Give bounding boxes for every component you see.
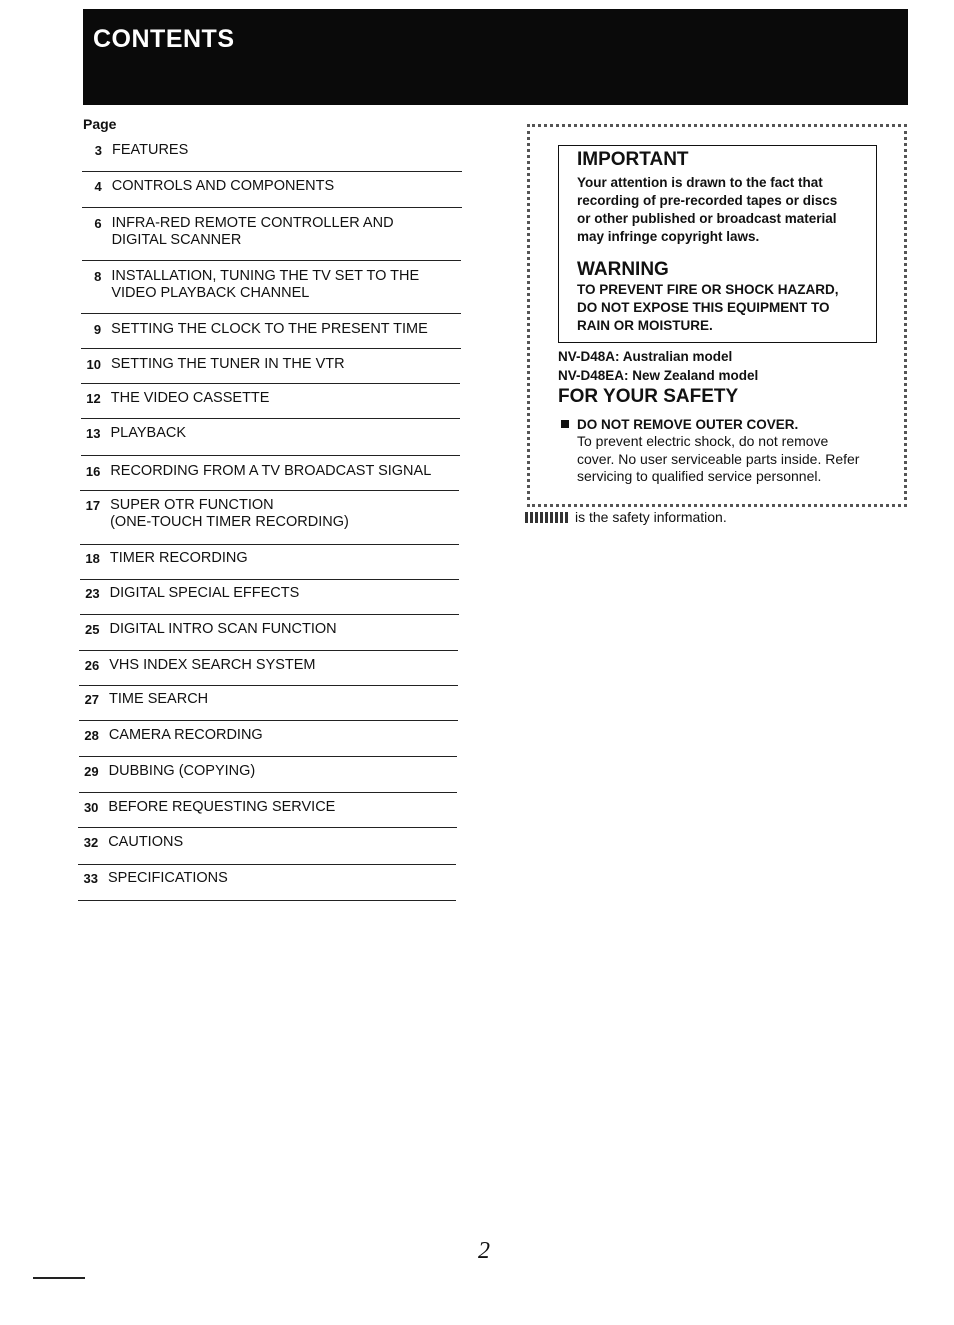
- toc-separator: [78, 900, 456, 901]
- important-heading: IMPORTANT: [577, 149, 689, 170]
- toc-title-line: THE VIDEO CASSETTE: [110, 390, 270, 406]
- warning-heading: WARNING: [577, 259, 669, 280]
- toc-separator: [81, 313, 461, 314]
- toc-title: [111, 425, 187, 442]
- toc-page-number: 30: [83, 800, 99, 815]
- toc-title-line: DIGITAL INTRO SCAN FUNCTION: [109, 621, 337, 637]
- toc-title-line: VHS INDEX SEARCH SYSTEM: [109, 657, 316, 673]
- page-column-label: Page: [83, 116, 117, 132]
- toc-separator: [79, 685, 458, 686]
- toc-title: [108, 799, 335, 816]
- toc-separator: [80, 544, 459, 545]
- dotted-frame-sample-icon: [525, 512, 569, 523]
- toc-title-line: INFRA-RED REMOTE CONTROLLER AND: [111, 215, 394, 231]
- toc-title-line: CONTROLS AND COMPONENTS: [111, 178, 335, 194]
- toc-title-line: BEFORE REQUESTING SERVICE: [108, 799, 336, 815]
- toc-title-line: SUPER OTR FUNCTION: [110, 497, 274, 513]
- important-line: may infringe copyright laws.: [577, 229, 760, 244]
- toc-title: [112, 142, 188, 159]
- toc-title: [111, 390, 270, 407]
- toc-separator: [81, 455, 460, 456]
- toc-title-line: TIME SEARCH: [109, 691, 209, 707]
- toc-title: [109, 691, 208, 708]
- safety-bullet-label: DO NOT REMOVE OUTER COVER.: [577, 417, 799, 432]
- toc-page-number: 25: [85, 622, 100, 637]
- toc-separator: [81, 418, 460, 419]
- toc-title-line: DUBBING (COPYING): [108, 763, 256, 779]
- toc-title-line: DIGITAL SCANNER: [111, 232, 242, 248]
- toc-title-line: FEATURES: [112, 142, 189, 158]
- toc-separator: [82, 260, 462, 261]
- toc-title-line: CAMERA RECORDING: [108, 727, 263, 743]
- important-text: [577, 174, 862, 246]
- warning-line: DO NOT EXPOSE THIS EQUIPMENT TO: [577, 300, 830, 315]
- toc-title: [111, 268, 419, 302]
- toc-page-number: 12: [86, 391, 101, 406]
- important-line: or other published or broadcast material: [577, 211, 837, 226]
- model-australia: NV-D48A: Australian model: [558, 349, 733, 364]
- toc-title: [108, 870, 228, 887]
- toc-title-line: TIMER RECORDING: [109, 550, 248, 566]
- important-line: Your attention is drawn to the fact that: [577, 175, 823, 190]
- toc-title: [111, 321, 428, 338]
- toc-separator: [78, 864, 456, 865]
- contents-header-bar: [83, 9, 908, 105]
- safety-note: [525, 509, 727, 525]
- toc-title: [109, 763, 256, 780]
- toc-page-number: 16: [85, 464, 101, 479]
- toc-separator: [81, 383, 460, 384]
- toc-title-line: RECORDING FROM A TV BROADCAST SIGNAL: [110, 463, 432, 479]
- toc-page-number: 3: [94, 143, 102, 158]
- toc-title-line: CAUTIONS: [108, 834, 184, 850]
- model-new-zealand: NV-D48EA: New Zealand model: [558, 368, 759, 383]
- square-bullet-icon: [561, 420, 569, 428]
- safety-bullet-title: [561, 417, 798, 432]
- toc-page-number: 18: [85, 551, 100, 566]
- toc-separator: [80, 579, 459, 580]
- safety-bullet-body: [577, 433, 877, 486]
- toc-separator: [80, 614, 459, 615]
- safety-heading: FOR YOUR SAFETY: [558, 386, 739, 407]
- toc-page-number: 28: [84, 728, 99, 743]
- warning-line: RAIN OR MOISTURE.: [577, 318, 713, 333]
- toc-separator: [80, 490, 459, 491]
- toc-title: [110, 550, 248, 567]
- toc-page-number: 33: [83, 871, 98, 886]
- toc-page-number: 29: [84, 764, 99, 779]
- toc-title-line: SETTING THE CLOCK TO THE PRESENT TIME: [111, 321, 428, 337]
- toc-title-line: VIDEO PLAYBACK CHANNEL: [111, 285, 310, 301]
- toc-page-number: 26: [84, 658, 100, 673]
- toc-page-number: 13: [86, 426, 101, 441]
- safety-line: To prevent electric shock, do not remove: [577, 433, 829, 449]
- toc-title-line: (ONE-TOUCH TIMER RECORDING): [110, 514, 349, 530]
- toc-page-number: 4: [94, 179, 102, 194]
- toc-title: [111, 356, 345, 373]
- toc-separator: [82, 171, 462, 172]
- toc-title: [110, 463, 431, 480]
- toc-page-number: 17: [85, 498, 101, 513]
- toc-separator: [79, 650, 458, 651]
- toc-page-number: 8: [94, 269, 102, 284]
- toc-title-line: INSTALLATION, TUNING THE TV SET TO THE: [111, 268, 420, 284]
- toc-title-line: SETTING THE TUNER IN THE VTR: [110, 356, 345, 372]
- toc-separator: [79, 792, 457, 793]
- toc-title: [110, 585, 300, 602]
- toc-title: [109, 657, 315, 674]
- footer-rule: [33, 1277, 85, 1279]
- toc-page-number: 10: [86, 357, 101, 372]
- toc-separator: [79, 756, 457, 757]
- toc-separator: [79, 720, 458, 721]
- toc-page-number: 6: [94, 216, 102, 231]
- safety-line: cover. No user serviceable parts inside. Refer: [577, 450, 860, 467]
- toc-title-line: SPECIFICATIONS: [108, 870, 228, 886]
- toc-separator: [82, 207, 462, 208]
- safety-note-text: is the safety information.: [575, 509, 727, 525]
- page-number: 2: [478, 1238, 490, 1264]
- important-line: recording of pre-recorded tapes or discs: [577, 193, 838, 208]
- safety-line: servicing to qualified service personnel.: [577, 468, 822, 484]
- toc-page-number: 9: [93, 322, 102, 337]
- toc-title-line: DIGITAL SPECIAL EFFECTS: [109, 585, 300, 601]
- toc-title: [112, 178, 334, 195]
- toc-title: [108, 834, 183, 851]
- toc-title: [112, 215, 394, 249]
- toc-title: [109, 621, 336, 638]
- warning-line: TO PREVENT FIRE OR SHOCK HAZARD,: [577, 282, 839, 297]
- toc-separator: [78, 827, 456, 828]
- toc-page-number: 23: [85, 586, 100, 601]
- toc-title: [109, 727, 263, 744]
- toc-separator: [81, 348, 461, 349]
- page-title: CONTENTS: [93, 25, 235, 53]
- toc-title: [110, 497, 349, 531]
- warning-text: [577, 281, 862, 335]
- toc-page-number: 27: [84, 692, 100, 707]
- toc-page-number: 32: [83, 835, 99, 850]
- toc-title-line: PLAYBACK: [110, 425, 187, 441]
